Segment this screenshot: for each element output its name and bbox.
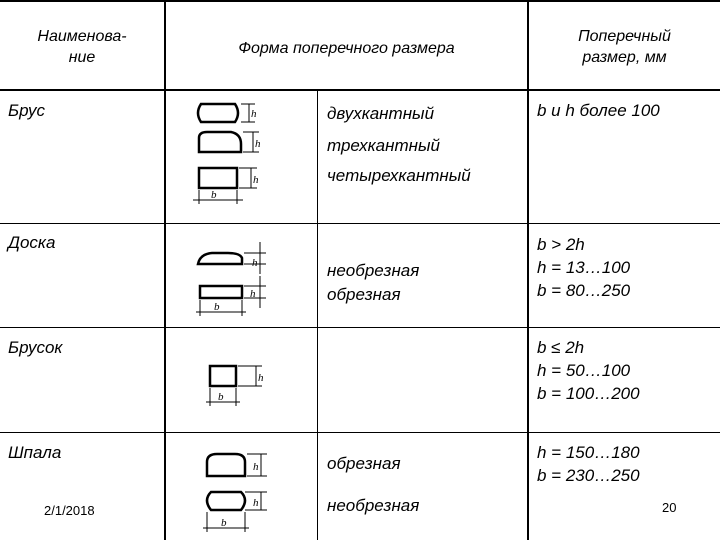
table-border-top [0,0,720,2]
dim-label-b: b [211,189,217,201]
dim-label-h: h [255,138,261,150]
brusok-cross-section-diagram [200,360,280,410]
dim-label-h: h [251,108,257,120]
form-label: необрезная [327,261,420,280]
size-text: b = 100…200 [537,384,640,403]
header-divider [0,89,720,91]
row-divider-3 [0,432,720,433]
dim-label-b: b [214,301,220,313]
form-label: четырехкантный [327,166,471,185]
size-text: h = 13…100 [537,258,631,277]
dim-label-h: h [250,288,256,300]
form-label: трехкантный [327,136,440,155]
header-name: Наименова- ние [37,28,127,66]
dim-label-b: b [221,517,227,529]
size-text: b > 2h [537,235,585,254]
size-text: b и h более 100 [537,101,660,120]
brus-cross-section-diagram [185,96,275,208]
row-name-brus: Брус [8,101,45,120]
header-size: Поперечный размер, мм [578,28,671,66]
doska-cross-section-diagram [190,236,280,322]
row-name-brusok: Брусок [8,338,63,357]
size-text: b ≤ 2h [537,338,585,357]
dim-label-h: h [253,174,259,186]
row-name-shpala: Шпала [8,443,62,462]
row-divider-1 [0,223,720,224]
row-name-doska: Доска [8,233,56,252]
page-number: 20 [662,500,677,515]
dim-label-h: h [252,257,258,269]
size-text: h = 150…180 [537,443,640,462]
dim-label-h: h [253,497,259,509]
dim-label-h: h [253,461,259,473]
col-divider-2 [317,89,318,540]
size-text: b = 80…250 [537,281,631,300]
row-divider-2 [0,327,720,328]
form-label: обрезная [327,454,401,473]
form-label: необрезная [327,496,420,515]
dim-label-b: b [218,391,224,403]
header-form: Форма поперечного размера [238,40,455,57]
form-label: двухкантный [327,104,435,123]
col-divider-1 [164,0,166,540]
size-text: b = 230…250 [537,466,640,485]
form-label: обрезная [327,285,401,304]
footer-date: 2/1/2018 [44,503,95,518]
shpala-cross-section-diagram [195,446,285,536]
dim-label-h: h [258,372,264,384]
col-divider-3 [527,0,529,540]
size-text: h = 50…100 [537,361,631,380]
